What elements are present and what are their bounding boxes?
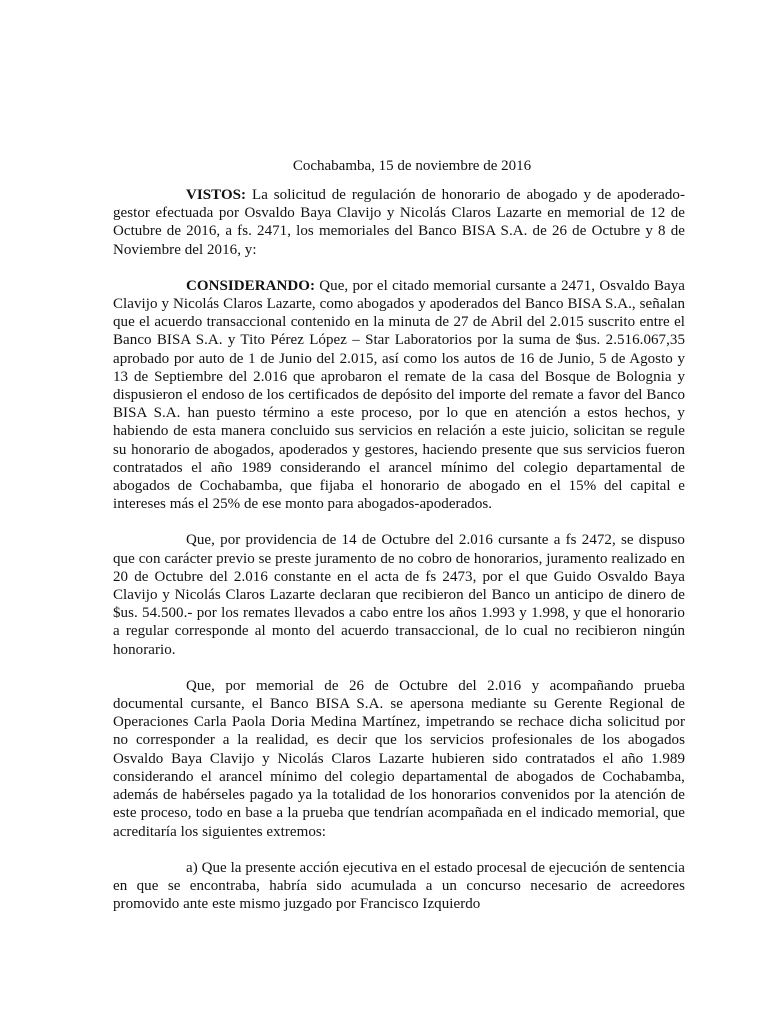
item-a-paragraph: a) Que la presente acción ejecutiva en el estado procesal de ejecución de sentencia en que se encontraba, habría sido acumulada a un concurso necesario de acreedores promovido ante este mismo juzgado por Francisco Izquierdo xyxy=(113,859,685,913)
date-line: Cochabamba, 15 de noviembre de 2016 xyxy=(292,158,532,174)
considerando-paragraph xyxy=(113,277,685,514)
considerando-text: Que, por el citado memorial cursante a 2471, Osvaldo Baya Clavijo y Nicolás Claros Lazarte, como abogados y apoderados del Banco BISA S.A., señalan que el acuerdo transaccional contenido en la minuta de 27 de Abril del 2.015 suscrito entre el Banco BISA S.A. y Tito Pérez López – Star Laboratorios por la suma de $us. 2.516.067,35 aprobado por auto de 1 de Junio del 2.015, así como los autos de 16 de Junio, 5 de Agosto y 13 de Septiembre del 2.016 que aprobaron el remate de la casa del Bosque de Bolognia y dispusieron el endoso de los certificados de depósito del importe del remate a favor del Banco BISA S.A. han puesto término a este proceso, por lo que en atención a estos hechos, y habiendo de esta manera concluido sus servicios en relación a este juicio, solicitan se regule su honorario de abogados, apoderados y gestores, haciendo presente que sus servicios fueron contratados el año 1989 considerando el arancel mínimo del colegio departamental de abogados de Cochabamba, que fijaba el honorario de abogado en el 15% del capital e intereses más el 25% de ese monto para abogados-apoderados. xyxy=(113,277,685,513)
vistos-paragraph xyxy=(113,186,685,259)
considerando-heading: CONSIDERANDO: xyxy=(186,277,315,294)
providencia-paragraph: Que, por providencia de 14 de Octubre del 2.016 cursante a fs 2472, se dispuso que con carácter previo se preste juramento de no cobro de honorarios, juramento realizado en 20 de Octubre del 2.016 constante en el acta de fs 2473, por el que Guido Osvaldo Baya Clavijo y Nicolás Claros Lazarte declaran que recibieron del Banco un anticipo de dinero de $us. 54.500.- por los remates llevados a cabo entre los años 1.993 y 1.998, y que el honorario a regular corresponde al monto del acuerdo transaccional, de lo cual no recibieron ningún honorario. xyxy=(113,532,685,658)
vistos-text: La solicitud de regulación de honorario de abogado y de apoderado-gestor efectuada por Osvaldo Baya Clavijo y Nicolás Claros Lazarte en memorial de 12 de Octubre de 2016, a fs. 2471, los memoriales del Banco BISA S.A. de 26 de Octubre y 8 de Noviembre del 2016, y: xyxy=(113,187,685,258)
memorial-paragraph: Que, por memorial de 26 de Octubre del 2.016 y acompañando prueba documental cursante, el Banco BISA S.A. se apersona mediante su Gerente Regional de Operaciones Carla Paola Doria Medina Martínez, impetrando se rechace dicha solicitud por no corresponder a la realidad, es decir que los servicios profesionales de los abogados Osvaldo Baya Clavijo y Nicolás Claros Lazarte hubieren sido contratados el año 1.989 considerando el arancel mínimo del colegio departamental de abogados de Cochabamba, además de habérseles pagado ya la totalidad de los honorarios convenidos por la atención de este proceso, todo en base a la prueba que tendrían acompañada en el indicado memorial, que acreditaría los siguientes extremos: xyxy=(113,677,685,840)
vistos-heading: VISTOS: xyxy=(186,187,247,203)
